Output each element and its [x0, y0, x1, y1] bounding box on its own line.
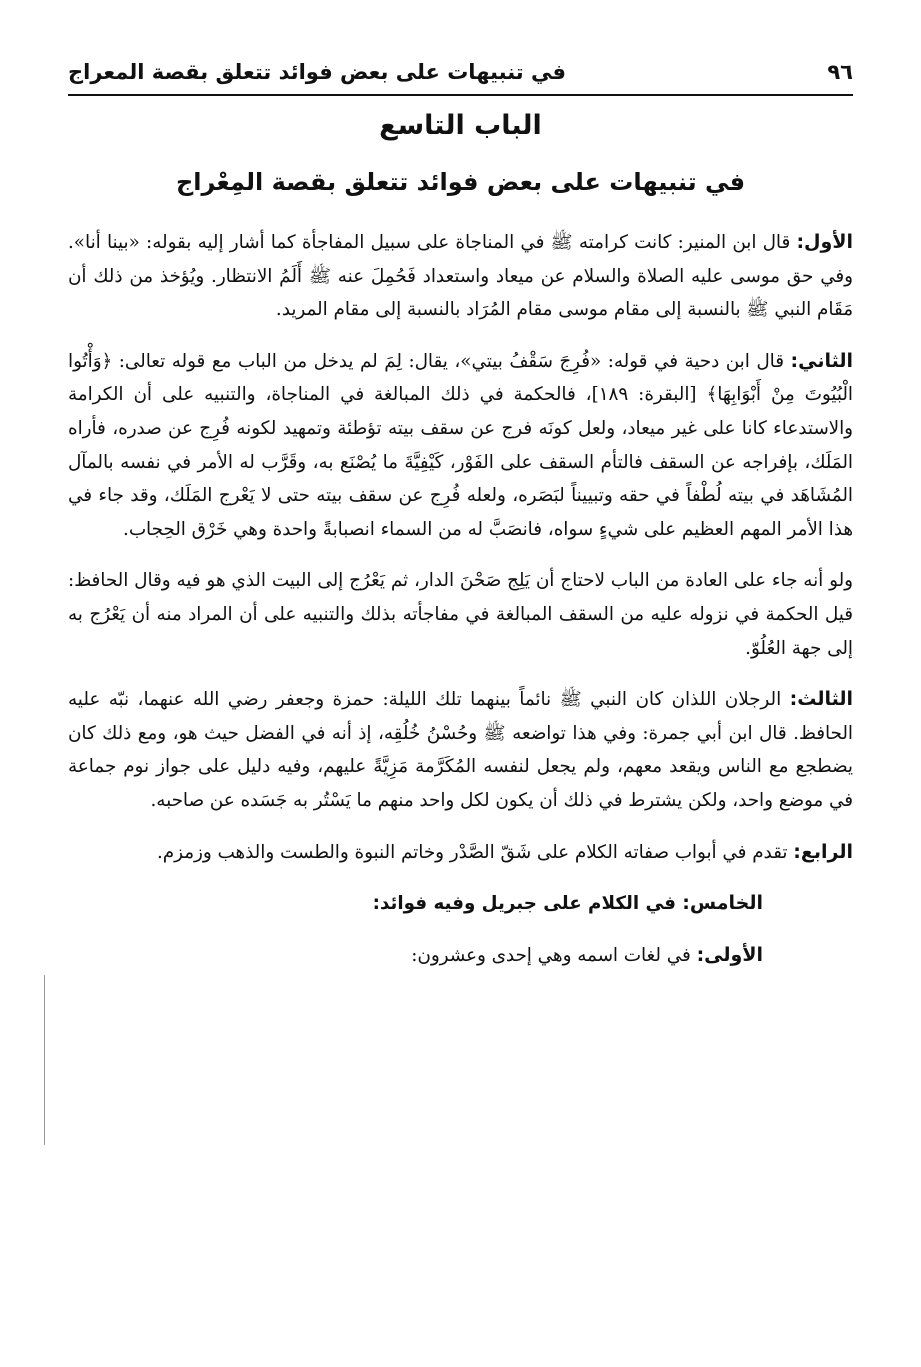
heading-lead: الخامس:: [682, 892, 763, 915]
heading-lead: الأولى:: [696, 943, 763, 966]
paragraph-text: الرجلان اللذان كان النبي ﷺ نائماً بينهما تلك الليلة: حمزة وجعفر رضي الله عنهما، نبّه عليه الحافظ. قال ابن أبي جمرة: وفي هذا تواضعه ﷺ وحُسْنُ خُلُقِه، إذ أنه في الفضل حيث هو، ومع ذلك كان يضطجع مع الناس ويقعد معهم، ولم يجعل لنفسه المُكَرَّمة مَزِيَّةً عليهم، وفيه دليل على جواز نوم جماعة في موضع واحد، ولكن يشترط في ذلك أن يكون لكل واحد منهم ما يَسْتُر به جَسَده عن صاحبه.: [68, 689, 853, 811]
chapter-title: الباب التاسع: [379, 110, 542, 141]
paragraph-first: [68, 226, 853, 327]
header-rule: [68, 94, 853, 96]
paragraph-lead: الثاني:: [790, 349, 853, 372]
running-header: [68, 52, 853, 92]
paragraph-text: تقدم في أبواب صفاته الكلام على شَقّ الصَّدْر وخاتم النبوة والطست والذهب وزمزم.: [157, 841, 794, 863]
heading-text: في لغات اسمه وهي إحدى وعشرون:: [411, 944, 697, 966]
paragraph-lead: الأول:: [796, 231, 853, 253]
paragraph-text: قال ابن دحية في قوله: «فُرِجَ سَقْفُ بيتي»، يقال: لِمَ لم يدخل من الباب مع قوله تعالى: ﴿وَأْتُوا الْبُيُوتَ مِنْ أَبْوَابِهَا﴾ [البقرة: ١٨٩]، فالحكمة في ذلك المبالغة في المناجاة، والتنبيه على أن الكرامة والاستدعاء كانا على غير ميعاد، ولعل كونَه فرج عن سقف بيته تؤطئة وتمهيد لكونه فُرِج عن صدره، فأراه المَلَك، بإفراجه عن السقف فالتأم السقف على الفَوْر، كَيْفِيَّةَ ما يُصْنَع به، وقَرَّب له الأمر في نفسه بالمآل المُشَاهَد في بيته لُطْفاً في حقه وتبييناً لبَصَره، ولعله فُرِج عن سقف بيته حتى لا يَعْرج المَلَك، وقد جاء في هذا الأمر المهم العظيم على شيءٍ سواه، فانصَبَّ له من السماء انصبابةً واحدة وهي خَرْق الحِجاب.: [68, 350, 853, 540]
paragraph-lead: الثالث:: [789, 688, 853, 711]
chapter-subtitle: في تنبيهات على بعض فوائد تتعلق بقصة المِعْراج: [175, 168, 746, 196]
heading-text: في الكلام على جبريل وفيه فوائد:: [372, 893, 683, 915]
margin-mark: [44, 975, 45, 1145]
body-text: [68, 226, 853, 990]
paragraph-text: قال ابن المنير: كانت كرامته ﷺ في المناجاة على سبيل المفاجأة كما أشار إليه بقوله: «بينا أنا». وفي حق موسى عليه الصلاة والسلام عن ميعاد واستعداد فَحُمِلَ عنه ﷺ أَلَمُ الانتظار. ويُؤخذ من ذلك أن مَقَام النبي ﷺ بالنسبة إلى مقام موسى مقام المُرَاد بالنسبة إلى مقام المريد.: [68, 232, 853, 321]
section-heading-fifth: [68, 887, 853, 921]
paragraph-second: [68, 345, 853, 547]
paragraph-fourth: [68, 836, 853, 870]
running-title: في تنبيهات على بعض فوائد تتعلق بقصة المعراج: [68, 60, 566, 84]
page-number: ٩٦: [827, 60, 853, 84]
paragraph-third: [68, 683, 853, 817]
paragraph-continuation: [68, 564, 853, 665]
paragraph-text: ولو أنه جاء على العادة من الباب لاحتاج أن يَلِج صَحْنَ الدار، ثم يَعْرُج إلى البيت الذي هو فيه وقال الحافظ: قيل الحكمة في نزوله عليه من السقف المبالغة في مفاجأته بذلك والتنبيه على أن المراد منه أن يَعْرُج به إلى جهة العُلُوّ.: [68, 570, 853, 659]
paragraph-lead: الرابع:: [793, 840, 853, 863]
section-heading-first-benefit: [68, 939, 853, 973]
